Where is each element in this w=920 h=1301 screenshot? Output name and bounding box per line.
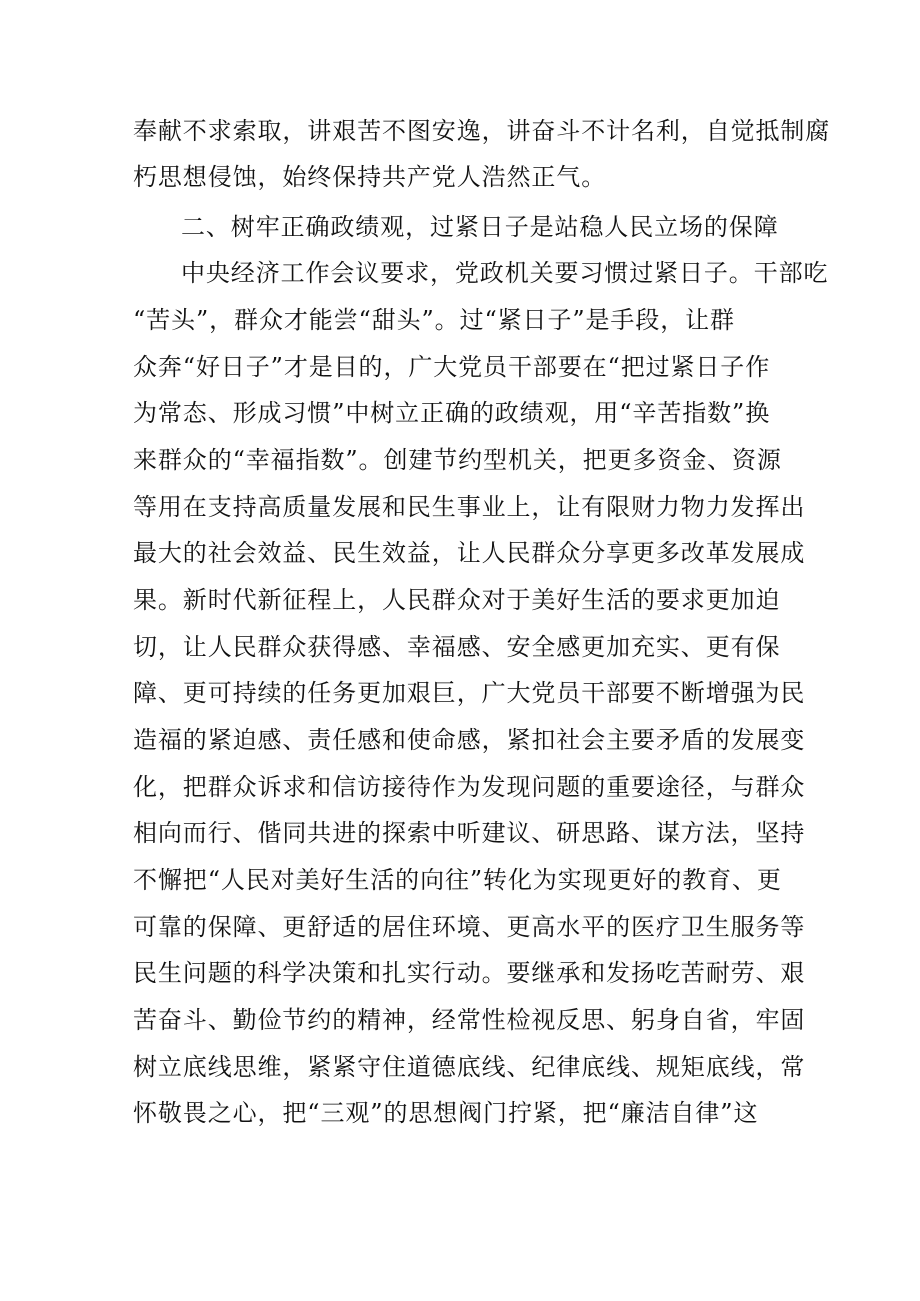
- text-line: 不懈把“人民对美好生活的向往”转化为实现更好的教育、更: [133, 866, 782, 894]
- text-line: 众奔“好日子”才是目的，广大党员干部要在“把过紧日子作: [133, 353, 771, 381]
- text-line: 为常态、形成习惯”中树立正确的政绩观，用“辛苦指数”换: [133, 399, 771, 427]
- text-line: 苦奋斗、勤俭节约的精神，经常性检视反思、躬身自省，牢固: [133, 1006, 806, 1034]
- text-line: 朽思想侵蚀，始终保持共产党人浩然正气。: [133, 163, 607, 191]
- text-line: 最大的社会效益、民生效益，让人民群众分享更多改革发展成: [133, 539, 806, 567]
- text-line: 化，把群众诉求和信访接待作为发现问题的重要途径，与群众: [133, 773, 806, 801]
- text-line: 果。新时代新征程上，人民群众对于美好生活的要求更加迫: [133, 586, 781, 614]
- text-line: 奉献不求索取，讲艰苦不图安逸，讲奋斗不计名利，自觉抵制腐: [133, 117, 831, 145]
- text-line: “苦头”，群众才能尝“甜头”。过“紧日子”是手段，让群: [133, 306, 735, 334]
- text-line: 相向而行、偕同共进的探索中听建议、研思路、谋方法，坚持: [133, 819, 806, 847]
- text-line: 切，让人民群众获得感、幸福感、安全感更加充实、更有保: [133, 633, 781, 661]
- text-line: 障、更可持续的任务更加艰巨，广大党员干部要不断增强为民: [133, 679, 806, 707]
- text-line: 等用在支持高质量发展和民生事业上，让有限财力物力发挥出: [133, 493, 806, 521]
- text-line: 来群众的“幸福指数”。创建节约型机关，把更多资金、资源: [133, 446, 782, 474]
- text-line: 树立底线思维，紧紧守住道德底线、纪律底线、规矩底线，常: [133, 1053, 806, 1081]
- text-line: 造福的紧迫感、责任感和使命感，紧扣社会主要矛盾的发展变: [133, 726, 806, 754]
- text-line: 中央经济工作会议要求，党政机关要习惯过紧日子。干部吃: [181, 259, 829, 287]
- text-line: 民生问题的科学决策和扎实行动。要继承和发扬吃苦耐劳、艰: [133, 959, 806, 987]
- section-heading: 二、树牢正确政绩观，过紧日子是站稳人民立场的保障: [181, 213, 779, 241]
- text-line: 怀敬畏之心，把“三观”的思想阀门拧紧，把“廉洁自律”这: [133, 1099, 759, 1127]
- text-line: 可靠的保障、更舒适的居住环境、更高水平的医疗卫生服务等: [133, 913, 806, 941]
